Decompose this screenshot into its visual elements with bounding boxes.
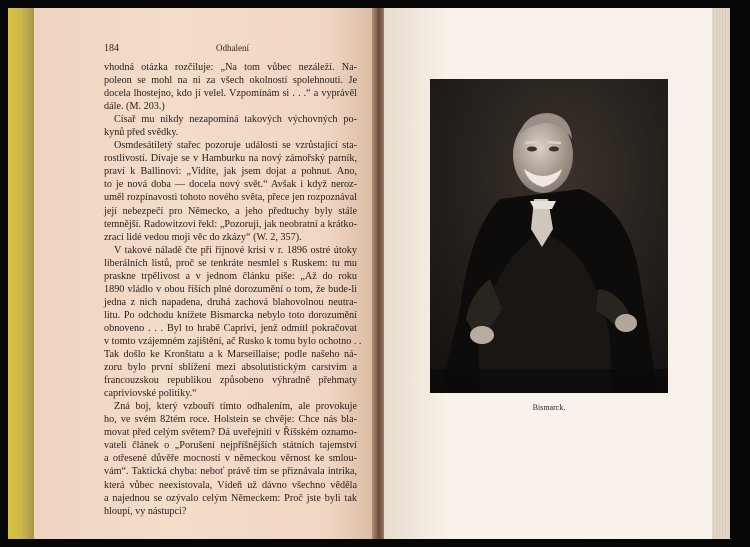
text-line: temnější. Radowitzovi řekl: „Pozoruji, jak neobratní a krátko-: [104, 218, 357, 230]
text-line: a najednou se ozývalo celým Německem: Proč jste byli tak: [104, 492, 357, 504]
text-line: capriviovské politiky.“: [104, 388, 197, 400]
text-line: rostlivostí. Dívaje se v Hamburku na nový zámořský parník,: [104, 153, 357, 165]
text-line: vhodná otázka rozčiluje: „Na tom vůbec nezáleží. Na-: [104, 62, 357, 73]
text-line: jedna z nich napadena, druhá zachová blahovolnou neutra-: [104, 296, 357, 308]
text-line: francouzskou republikou způsobeno výhradně přehmaty: [104, 375, 357, 387]
text-line: 1890 vládlo v obou říších plné dorozumění o tom, že bude-li: [104, 283, 357, 295]
text-line: Tak došlo ke Kronštatu a k Marseillaise; podle našeho ná-: [104, 349, 357, 361]
page-stack-edge: [712, 8, 730, 539]
text-line: zoru bylo první sblížení mezi absolutistickým carstvím a: [104, 362, 357, 374]
text-line: praskne trpělivost a v jednom článku píše: „Až do roku: [104, 270, 357, 282]
text-line: Zná boj, který vzbouří tímto odhalením, ale provokuje: [114, 401, 357, 413]
portrait-illustration: [430, 79, 668, 393]
text-line: Osmdesátiletý stařec pozoruje události se vzrůstající sta-: [114, 140, 357, 152]
photo-caption: Bismarck.: [532, 403, 566, 412]
text-line: praví k Ballinovi: „Vidíte, jak jsem dojat a pohnut. Ano,: [104, 166, 357, 178]
text-line: ho, ve svém 82tém roce. Holstein se chvěje: Chce nás bla-: [104, 414, 357, 426]
text-line: vateli článek o „Porušení nejpříšnějších státních tajemství: [104, 440, 357, 452]
text-line: V takové náladě čte při říjnové krisi v r. 1896 ostré útoky: [114, 244, 357, 256]
body-text: [104, 61, 362, 518]
text-line: a otřesené důvěře mocností v německou věrnost ke smlou-: [104, 453, 357, 465]
text-line: docela lhostejno, kdo jí velel. Vzpomínám si . . .“ a vyprávěl: [104, 88, 357, 100]
text-line: litu. Po odchodu knížete Bismarcka nebylo toto dorozumění: [104, 309, 357, 321]
text-line: kynů před svědky.: [104, 127, 179, 139]
text-line: liberálních listů, proč se tenkráte nesmlel s Ruskem: tu mu: [104, 257, 357, 269]
text-line: hloupí, vy nástupci?: [104, 505, 187, 517]
bismarck-portrait-photo: [430, 79, 668, 393]
text-line: v tomto vzájemném zajištění, ač Rusko k tomu bylo ochotno . .: [104, 335, 362, 347]
text-line: její nebezpečí pro Německo, a jeho předtuchy byly stále: [104, 205, 357, 217]
page-number: 184: [104, 43, 119, 54]
running-title: Odhalení: [216, 43, 249, 53]
text-line: Císař mu nikdy nezapomíná takových výchovných po-: [114, 114, 357, 126]
text-line: movat před celým světem? Dá uveřejniti v Říšském oznamo-: [104, 427, 357, 439]
text-line: dále. (M. 203.): [104, 101, 165, 113]
text-line: vám“. Taktická chyba: neboť právě tím se přiznávala intrika,: [104, 466, 357, 478]
running-head: [104, 43, 356, 55]
text-line: uměl rozpínavosti tohoto nového světa, přece jen rozpoznával: [104, 192, 357, 204]
text-line: poleon se mohl na ni za všech okolností spolehnouti. Je: [104, 75, 357, 87]
text-line: zrací lidé vedou moji věc do zkázy“ (W. 2, 357).: [104, 231, 302, 243]
text-line: obnoveno . . . Byl to hrabě Caprivi, jenž odmítl pokračovat: [104, 322, 357, 334]
text-line: která vůbec neexistovala, Vídeň už dávno všechno věděla: [104, 479, 357, 491]
text-line: to je nová doba — docela nový svět.“ Avšak i když neroz-: [104, 179, 357, 191]
